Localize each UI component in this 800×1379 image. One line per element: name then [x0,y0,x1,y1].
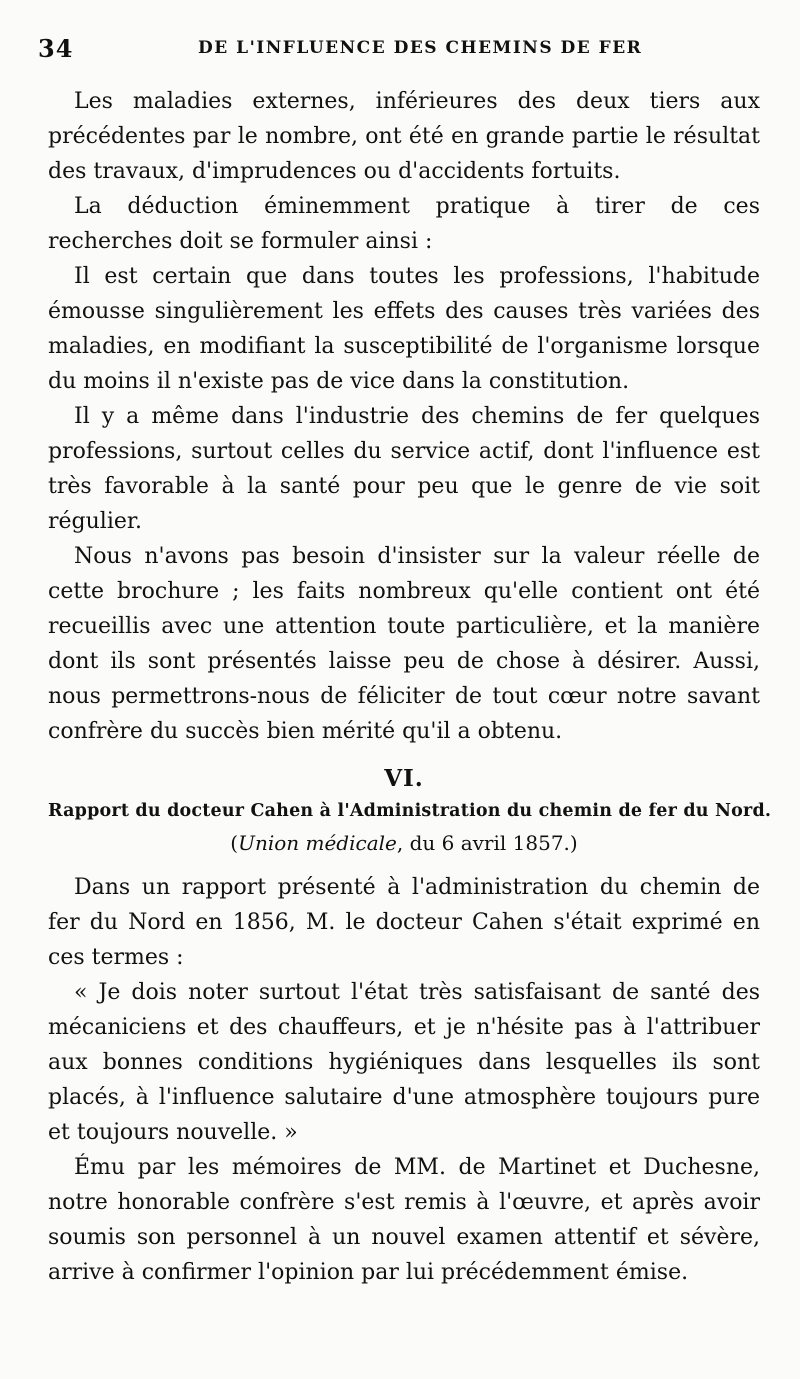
paragraph-railway-industry: Il y a même dans l'industrie des chemins de fer quelques professions, surtout celles du service actif, dont l'influence est très favorable à la santé pour peu que le genre de vie soit régulier. [48,404,760,534]
section-number: VI. [384,765,424,792]
paragraph-conclusion: Ému par les mémoires de MM. de Martinet et Duchesne, notre honorable confrère s'est remis à l'œuvre, et après avoir soumis son personnel à un nouvel examen attentif et sévère, arrive à confirmer l'opinion par lui précédemment émise. [48,1155,760,1285]
source-journal: Union médicale [238,831,397,855]
running-head: DE L'INFLUENCE DES CHEMINS DE FER [198,38,643,58]
section-source [48,828,760,858]
source-date: , du 6 avril 1857.) [396,831,578,855]
page-number: 34 [38,34,74,63]
source-open: ( [230,831,239,855]
paragraph-brochure-review: Nous n'avons pas besoin d'insister sur la valeur réelle de cette brochure ; les faits nombreux qu'elle contient ont été recueillis avec une attention toute particulière, et la manière dont ils sont présentés laisse peu de chose à désirer. Aussi, nous permettrons-nous de féliciter de tout cœur notre savant confrère du succès bien mérité qu'il a obtenu. [48,544,760,744]
paragraph-external-diseases: Les maladies externes, inférieures des deux tiers aux précédentes par le nombre, ont été en grande partie le résultat des travaux, d'imprudences ou d'accidents fortuits. [48,89,760,184]
page-header [38,34,758,74]
page-body [48,84,772,1290]
paragraph-cahen-report: Dans un rapport présenté à l'administration du chemin de fer du Nord en 1856, M. le docteur Cahen s'était exprimé en ces termes : [48,875,760,970]
paragraph-deduction: La déduction éminemment pratique à tirer de ces recherches doit se formuler ainsi : [48,194,760,254]
section-title: Rapport du docteur Cahen à l'Administration du chemin de fer du Nord. [48,801,772,821]
paragraph-habit: Il est certain que dans toutes les professions, l'habitude émousse singulièrement les effets des causes très variées des maladies, en modifiant la susceptibilité de l'organisme lorsque du moins il n'existe pas de vice dans la constitution. [48,264,760,394]
paragraph-quotation: « Je dois noter surtout l'état très satisfaisant de santé des mécaniciens et des chauffeurs, et je n'hésite pas à l'attribuer aux bonnes conditions hygiéniques dans lesquelles ils sont placés, à l'influence salutaire d'une atmosphère toujours pure et toujours nouvelle. » [48,980,760,1145]
